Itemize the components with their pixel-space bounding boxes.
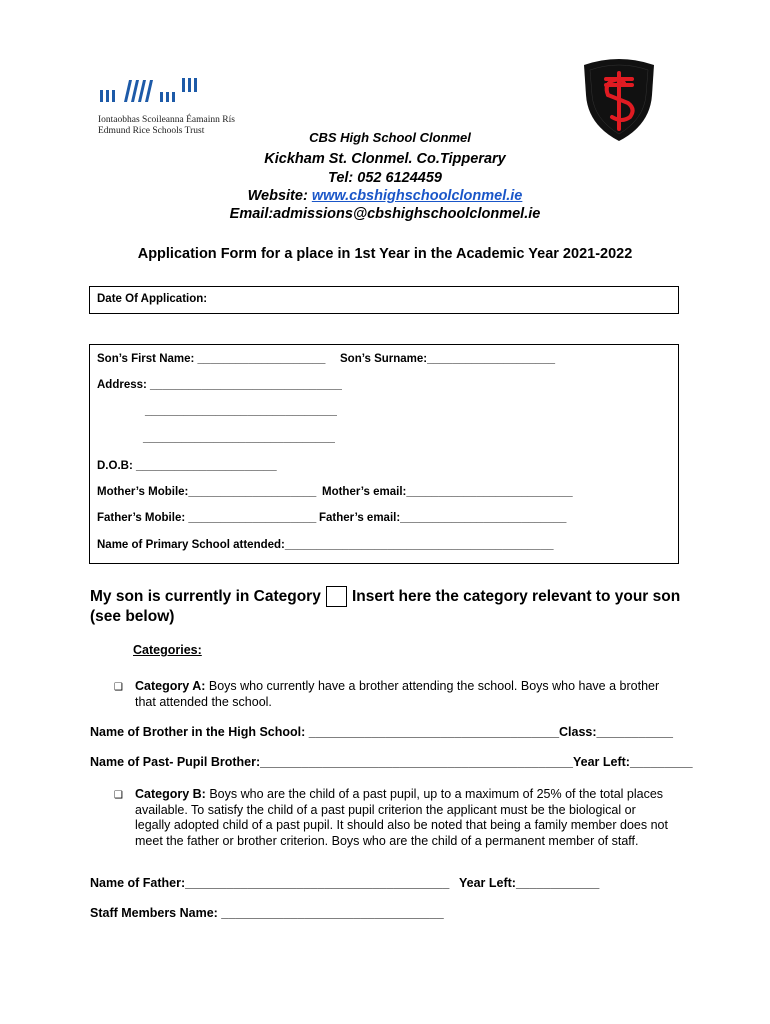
categories-heading: Categories: — [133, 643, 202, 657]
website-link[interactable]: www.cbshighschoolclonmel.ie — [311, 188, 523, 204]
category-b-text-2: available. To satisfy the child of a past pupil criterion the applicant must be the biological or — [135, 802, 636, 817]
trust-name-english: Edmund Rice Schools Trust — [98, 126, 205, 136]
checkbox-bullet-icon: ❑ — [114, 790, 123, 801]
category-see-below: (see below) — [90, 608, 175, 625]
form-title: Application Form for a place in 1st Year in the Academic Year 2021-2022 — [137, 246, 633, 262]
first-name-field[interactable]: Son’s First Name: ____________________ — [97, 353, 326, 365]
category-b-text-1: Boys who are the child of a past pupil, up to a maximum of 25% of the total places — [209, 787, 664, 801]
category-a-text-1: Boys who currently have a brother attending the school. Boys who have a brother — [208, 679, 660, 693]
website-label: Website: — [247, 188, 312, 204]
school-address: Kickham St. Clonmel. Co.Tipperary — [264, 151, 506, 167]
mother-mobile-field[interactable]: Mother’s Mobile:____________________ — [97, 486, 317, 498]
date-of-application-box[interactable] — [89, 286, 679, 314]
checkbox-bullet-icon: ❑ — [114, 682, 123, 693]
dob-field[interactable]: D.O.B: ______________________ — [97, 460, 277, 472]
school-phone: Tel: 052 6124459 — [328, 170, 442, 186]
past-pupil-brother-field[interactable]: Name of Past- Pupil Brother:_____________________________________________Year Left:_________ — [90, 755, 693, 769]
address-line-2-field[interactable]: ______________________________ — [145, 405, 337, 417]
category-instruction: Insert here the category relevant to your son — [352, 588, 681, 605]
category-b-label: Category B: — [135, 787, 206, 801]
trust-name-irish: Iontaobhas Scoileanna Éamainn Rís — [98, 115, 235, 125]
trust-logo — [98, 76, 258, 138]
surname-field[interactable]: Son’s Surname:____________________ — [340, 353, 556, 365]
student-details-box — [89, 344, 679, 564]
category-b-text-3: legally adopted child of a past pupil. It should also be noted that being a family member does not — [135, 818, 668, 832]
school-email: Email:admissions@cbshighschoolclonmel.ie — [229, 206, 541, 222]
father-mobile-field[interactable]: Father’s Mobile: ____________________ — [97, 512, 317, 524]
primary-school-field[interactable]: Name of Primary School attended:__________________________________________ — [97, 539, 554, 551]
date-of-application-label: Date Of Application: — [97, 293, 208, 305]
father-year-left-field[interactable]: Year Left:____________ — [459, 876, 600, 890]
trust-logo-mark-icon — [98, 76, 258, 110]
staff-member-name-field[interactable]: Staff Members Name: ________________________________ — [90, 906, 444, 920]
address-line-3-field[interactable]: ______________________________ — [143, 432, 335, 444]
category-statement: My son is currently in Category — [90, 588, 321, 605]
category-b-description — [135, 787, 695, 849]
category-a-label: Category A: — [135, 679, 206, 693]
school-website — [0, 188, 770, 204]
school-crest-icon — [578, 55, 660, 143]
category-a-description — [135, 679, 695, 710]
mother-email-field[interactable]: Mother’s email:__________________________ — [322, 486, 573, 498]
category-b-text-4: meet the father or brother criterion. Boys who are the child of a permanent member of staff. — [135, 833, 639, 848]
father-name-field[interactable]: Name of Father:______________________________________ — [90, 876, 450, 890]
category-a-text-2: that attended the school. — [135, 694, 272, 709]
category-input-box[interactable] — [326, 586, 347, 607]
address-field[interactable]: Address: ______________________________ — [97, 379, 342, 391]
brother-name-field[interactable]: Name of Brother in the High School: ____________________________________Class:___________ — [90, 725, 674, 739]
school-name: CBS High School Clonmel — [309, 130, 471, 145]
father-email-field[interactable]: Father’s email:__________________________ — [319, 512, 567, 524]
